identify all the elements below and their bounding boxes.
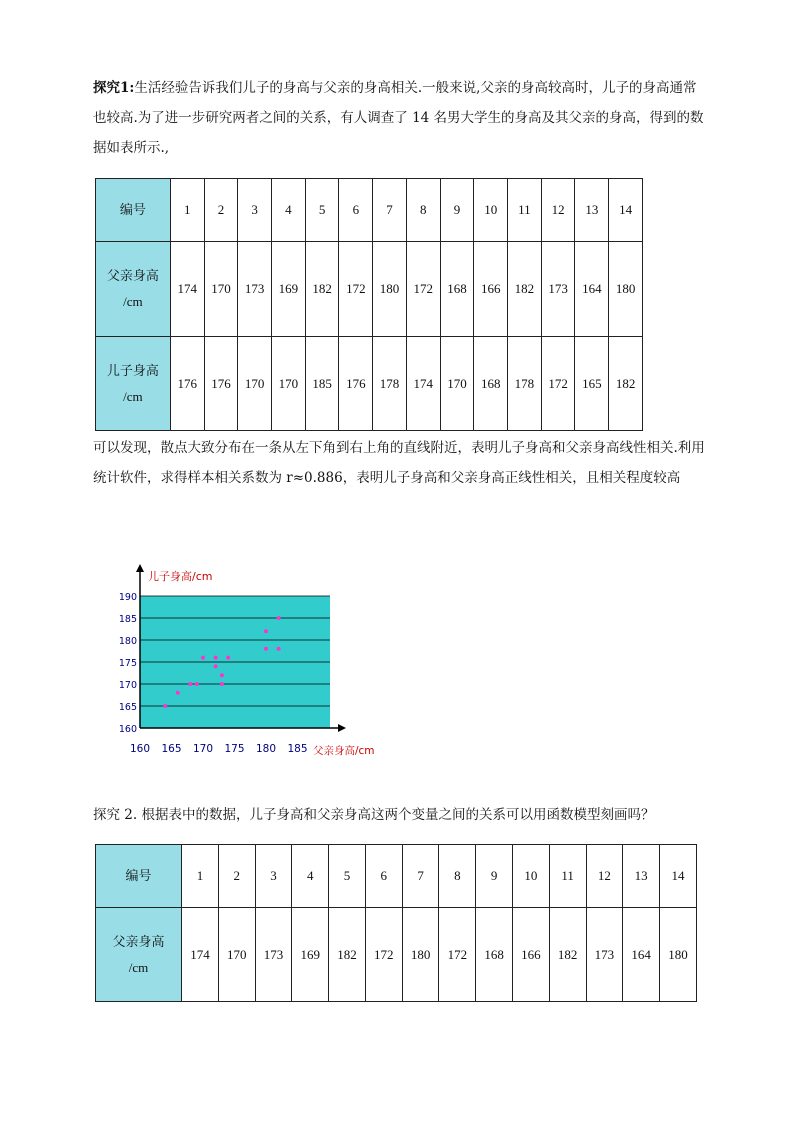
- id-cell: 3: [255, 845, 292, 908]
- father-label-cell: [96, 242, 171, 337]
- x-tick-label: 180: [255, 743, 277, 755]
- table2-row-ids: [96, 845, 697, 908]
- header-label-cell: 编号: [96, 179, 171, 242]
- id-cell: 7: [373, 179, 407, 242]
- id-cell: 8: [406, 179, 440, 242]
- id-cell: 5: [329, 845, 366, 908]
- father-height-cell: 182: [329, 908, 366, 1002]
- question2-text: 探究 2. 根据表中的数据，儿子身高和父亲身高这两个变量之间的关系可以用函数模型刻画吗？: [93, 807, 655, 823]
- id-cell: 6: [365, 845, 402, 908]
- father-height-cell: 174: [182, 908, 219, 1002]
- father-height-cell: 180: [373, 242, 407, 337]
- x-tick-label: 175: [224, 743, 245, 755]
- son-height-cell: 182: [609, 337, 643, 431]
- father-height-cell: 173: [255, 908, 292, 1002]
- father-height-cell: 166: [512, 908, 549, 1002]
- father-height-cell: 164: [575, 242, 609, 337]
- data-point: [226, 656, 230, 660]
- x-tick-label: 185: [287, 743, 308, 755]
- x-axis-arrow: [338, 724, 346, 732]
- table-row-son: [96, 337, 643, 431]
- y-tick-label: 190: [118, 592, 137, 603]
- id-cell: 2: [218, 845, 255, 908]
- observation-text: 可以发现，散点大致分布在一条从左下角到右上角的直线附近，表明儿子身高和父亲身高线性相关.利用统计软件，求得样本相关系数为 r≈0.886，表明儿子身高和父亲身高正线性相关，且相关程度较高: [93, 440, 705, 486]
- y-tick-label: 185: [118, 614, 137, 625]
- father-height-cell: 164: [623, 908, 660, 1002]
- y-tick-label: 180: [118, 636, 137, 647]
- id-cell: 9: [440, 179, 474, 242]
- data-point: [264, 629, 268, 633]
- x-tick-label: 160: [129, 743, 151, 755]
- x-tick-label: 165: [161, 743, 182, 755]
- father-height-cell: 174: [170, 242, 204, 337]
- y-tick-label: 160: [118, 724, 137, 735]
- id-cell: 10: [512, 845, 549, 908]
- table2-row-father: [96, 908, 697, 1002]
- id-cell: 1: [170, 179, 204, 242]
- table-row-father: [96, 242, 643, 337]
- father-height-cell: 182: [305, 242, 339, 337]
- data-point: [214, 664, 218, 668]
- observation-paragraph: [93, 433, 709, 493]
- id-cell: 11: [508, 179, 542, 242]
- father-height-cell: 172: [439, 908, 476, 1002]
- son-height-cell: 165: [575, 337, 609, 431]
- y-tick-label: 165: [118, 702, 137, 713]
- father-height-cell: 172: [339, 242, 373, 337]
- father-height-cell: 172: [406, 242, 440, 337]
- father-height-cell: 170: [218, 908, 255, 1002]
- father-height-cell: 172: [365, 908, 402, 1002]
- id-cell: 13: [623, 845, 660, 908]
- id-cell: 12: [541, 179, 575, 242]
- data-point: [201, 656, 205, 660]
- father-height-cell: 173: [586, 908, 623, 1002]
- intro-paragraph: [93, 73, 705, 163]
- data-point: [188, 682, 192, 686]
- father-height-cell: 169: [272, 242, 306, 337]
- father-height-cell: 168: [440, 242, 474, 337]
- id-cell: 5: [305, 179, 339, 242]
- y-axis-title: 儿子身高/cm: [148, 570, 213, 583]
- son-label-cell: [96, 337, 171, 431]
- height-table-1: [95, 178, 643, 431]
- son-height-cell: 176: [339, 337, 373, 431]
- father-height-cell: 170: [204, 242, 238, 337]
- id-cell: 11: [549, 845, 586, 908]
- data-point: [220, 682, 224, 686]
- son-label-line2: /cm: [123, 388, 143, 404]
- father-height-cell: 173: [541, 242, 575, 337]
- father-height-cell: 182: [549, 908, 586, 1002]
- id-cell: 6: [339, 179, 373, 242]
- father-label-line2: /cm: [123, 294, 143, 309]
- id-cell: 2: [204, 179, 238, 242]
- y-tick-label: 170: [118, 680, 137, 691]
- father-height-cell: 180: [660, 908, 697, 1002]
- son-height-cell: 185: [305, 337, 339, 431]
- data-point: [163, 704, 167, 708]
- father-height-cell: 173: [238, 242, 272, 337]
- height-table-2: [95, 844, 697, 1002]
- son-height-cell: 172: [541, 337, 575, 431]
- id-cell: 14: [660, 845, 697, 908]
- father-height-cell: 169: [292, 908, 329, 1002]
- data-point: [264, 647, 268, 651]
- scatter-chart: [108, 560, 398, 765]
- y-tick-label: 175: [118, 658, 137, 669]
- id-cell: 7: [402, 845, 439, 908]
- father-height-cell: 182: [508, 242, 542, 337]
- table2-header-label-cell: 编号: [96, 845, 182, 908]
- id-cell: 3: [238, 179, 272, 242]
- id-cell: 1: [182, 845, 219, 908]
- x-axis-title: 父亲身高/cm: [313, 745, 375, 757]
- id-cell: 14: [609, 179, 643, 242]
- intro-text: 生活经验告诉我们儿子的身高与父亲的身高相关.一般来说,父亲的身高较高时，儿子的身高通常也较高.为了进一步研究两者之间的关系，有人调查了 14 名男大学生的身高及其父亲的身高，得到的数据如表所示.,: [93, 80, 704, 156]
- father-height-cell: 180: [402, 908, 439, 1002]
- y-axis-arrow: [136, 564, 144, 572]
- table2-father-label-line1: 父亲身高: [112, 933, 165, 949]
- table2-father-label-cell: [96, 908, 182, 1002]
- intro-label: 探究1:: [93, 80, 135, 96]
- son-height-cell: 178: [508, 337, 542, 431]
- data-point: [214, 656, 218, 660]
- x-tick-label: 170: [192, 743, 214, 755]
- father-height-cell: 168: [476, 908, 513, 1002]
- table-row-ids: [96, 179, 643, 242]
- data-point: [277, 616, 281, 620]
- id-cell: 9: [476, 845, 513, 908]
- son-height-cell: 174: [406, 337, 440, 431]
- son-height-cell: 176: [170, 337, 204, 431]
- son-label-line1: 儿子身高: [106, 362, 159, 378]
- data-point: [277, 647, 281, 651]
- son-height-cell: 178: [373, 337, 407, 431]
- son-height-cell: 170: [272, 337, 306, 431]
- table2-father-label-line2: /cm: [128, 959, 149, 975]
- data-point: [220, 673, 224, 677]
- father-height-cell: 180: [609, 242, 643, 337]
- id-cell: 4: [272, 179, 306, 242]
- id-cell: 10: [474, 179, 508, 242]
- father-label-line1: 父亲身高: [106, 268, 159, 283]
- father-height-cell: 166: [474, 242, 508, 337]
- son-height-cell: 170: [440, 337, 474, 431]
- scatter-plot-svg: [108, 560, 398, 765]
- id-cell: 13: [575, 179, 609, 242]
- id-cell: 4: [292, 845, 329, 908]
- data-point: [176, 691, 180, 695]
- son-height-cell: 176: [204, 337, 238, 431]
- data-point: [195, 682, 199, 686]
- son-height-cell: 170: [238, 337, 272, 431]
- question2-paragraph: [93, 800, 705, 830]
- id-cell: 8: [439, 845, 476, 908]
- id-cell: 12: [586, 845, 623, 908]
- son-height-cell: 168: [474, 337, 508, 431]
